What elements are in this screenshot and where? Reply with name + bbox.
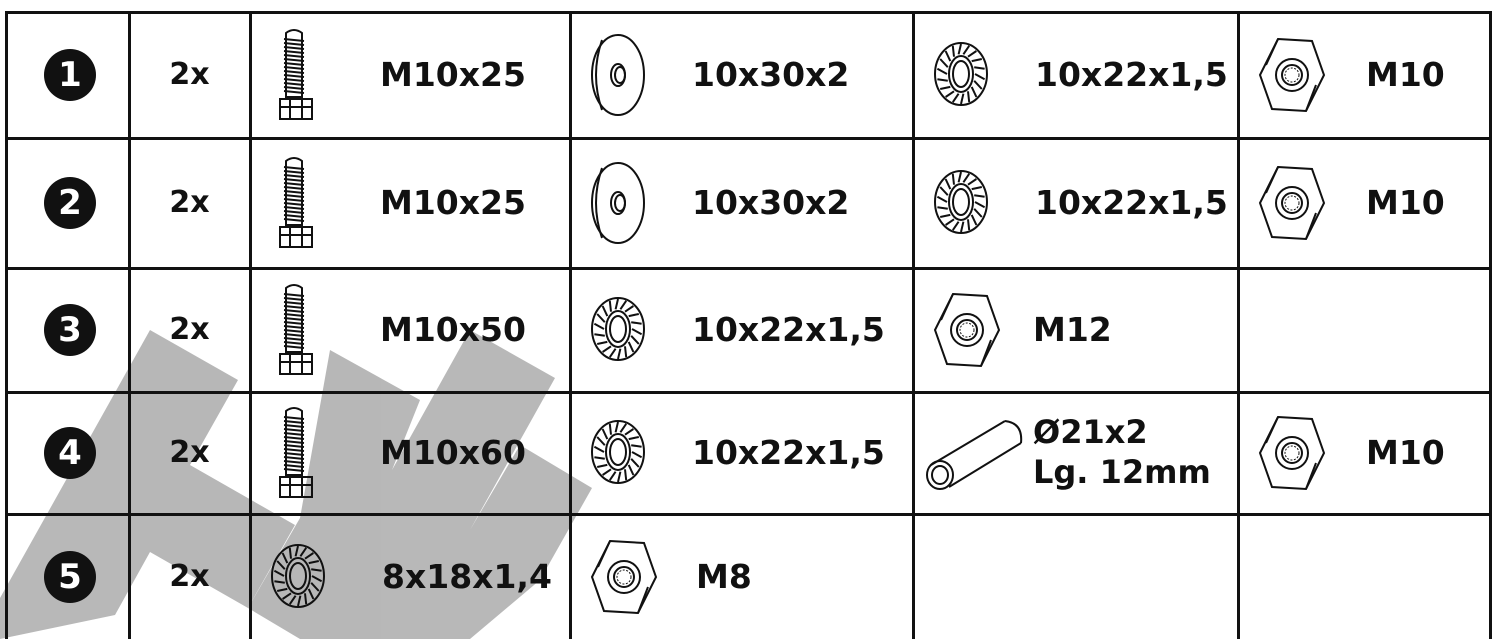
quantity-label: 2x bbox=[169, 312, 210, 347]
step-number-cell bbox=[6, 12, 129, 138]
serrated-washer-icon bbox=[268, 544, 328, 614]
quantity-label: 2x bbox=[169, 435, 210, 470]
hex-nut-icon bbox=[931, 290, 1001, 374]
part-length-label: Lg. 12mm bbox=[1033, 453, 1211, 491]
quantity-cell bbox=[129, 138, 250, 268]
step-number-badge: 1 bbox=[44, 49, 96, 101]
serrated-washer-icon bbox=[588, 420, 648, 490]
hex-nut-icon bbox=[1256, 35, 1326, 119]
part-size-label: 8x18x1,4 bbox=[382, 556, 552, 596]
bolt-icon bbox=[278, 280, 314, 384]
step-number-badge: 2 bbox=[44, 177, 96, 229]
part-size-label: 10x22x1,5 bbox=[1035, 183, 1228, 222]
step-number-badge: 5 bbox=[44, 551, 96, 603]
quantity-label: 2x bbox=[169, 185, 210, 220]
step-number-cell bbox=[6, 514, 129, 639]
part-cell bbox=[250, 12, 570, 138]
quantity-label: 2x bbox=[169, 57, 210, 92]
hex-nut-icon bbox=[1256, 413, 1326, 497]
part-cell bbox=[913, 268, 1238, 392]
quantity-cell bbox=[129, 514, 250, 639]
bolt-icon bbox=[278, 403, 314, 507]
part-size-label: 10x30x2 bbox=[692, 183, 850, 222]
part-cell bbox=[570, 138, 913, 268]
spacer-tube-icon bbox=[919, 413, 1029, 497]
part-size-label: M10 bbox=[1366, 183, 1445, 222]
step-number-badge: 3 bbox=[44, 304, 96, 356]
part-cell bbox=[913, 12, 1238, 138]
part-cell bbox=[250, 514, 570, 639]
part-cell bbox=[570, 268, 913, 392]
quantity-cell bbox=[129, 392, 250, 514]
part-size-label: M12 bbox=[1033, 310, 1112, 349]
part-size-label: M10 bbox=[1366, 433, 1445, 472]
part-cell bbox=[250, 138, 570, 268]
step-number-cell bbox=[6, 268, 129, 392]
quantity-cell bbox=[129, 268, 250, 392]
part-size-label: 10x30x2 bbox=[692, 55, 850, 94]
part-size-label: M10x60 bbox=[380, 433, 526, 472]
part-size-label: Ø21x2 bbox=[1033, 413, 1148, 451]
quantity-cell bbox=[129, 12, 250, 138]
part-size-label: M10 bbox=[1366, 55, 1445, 94]
part-size-label: M8 bbox=[696, 556, 752, 596]
part-cell bbox=[913, 392, 1238, 514]
hex-nut-icon bbox=[1256, 163, 1326, 247]
part-size-label: 10x22x1,5 bbox=[1035, 55, 1228, 94]
part-size-label: 10x22x1,5 bbox=[692, 310, 885, 349]
part-cell bbox=[250, 268, 570, 392]
part-cell bbox=[913, 138, 1238, 268]
bolt-icon bbox=[278, 153, 314, 257]
part-cell bbox=[570, 12, 913, 138]
part-size-label: M10x50 bbox=[380, 310, 526, 349]
step-number-cell bbox=[6, 392, 129, 514]
part-size-label: 10x22x1,5 bbox=[692, 433, 885, 472]
serrated-washer-icon bbox=[931, 170, 991, 240]
part-cell bbox=[250, 392, 570, 514]
part-cell bbox=[1238, 138, 1490, 268]
washer-icon bbox=[588, 158, 648, 252]
washer-icon bbox=[588, 30, 648, 124]
quantity-label: 2x bbox=[169, 558, 210, 594]
part-size-label: M10x25 bbox=[380, 55, 526, 94]
bolt-icon bbox=[278, 25, 314, 129]
part-size-label: M10x25 bbox=[380, 183, 526, 222]
part-cell bbox=[570, 392, 913, 514]
step-number-cell bbox=[6, 138, 129, 268]
serrated-washer-icon bbox=[588, 297, 648, 367]
hex-nut-icon bbox=[588, 537, 658, 621]
serrated-washer-icon bbox=[931, 42, 991, 112]
part-cell bbox=[1238, 392, 1490, 514]
step-number-badge: 4 bbox=[44, 427, 96, 479]
part-cell bbox=[570, 514, 913, 639]
part-cell bbox=[1238, 12, 1490, 138]
